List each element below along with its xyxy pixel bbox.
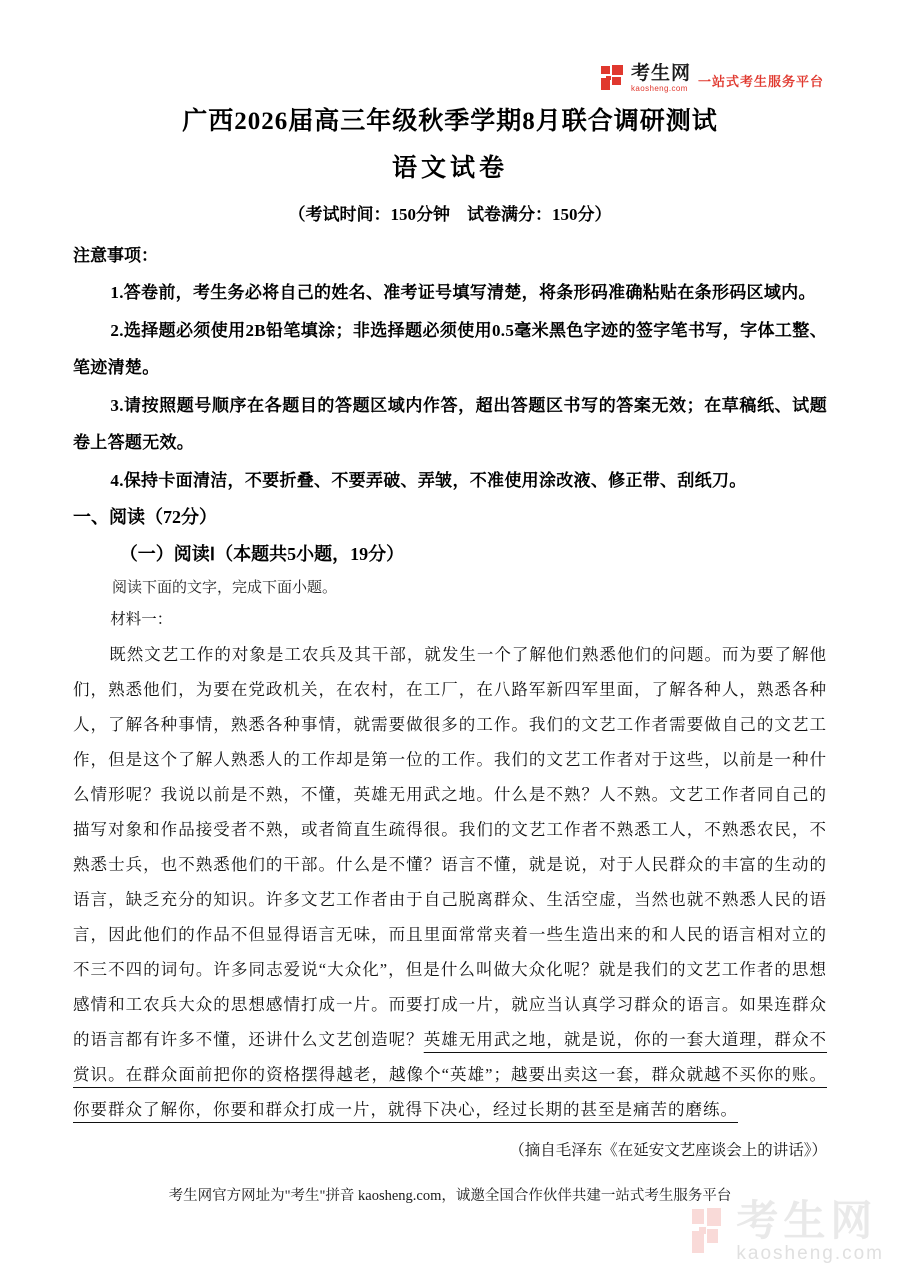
- watermark-name: 考生网: [736, 1197, 878, 1244]
- logo-text-block: [631, 64, 691, 93]
- notice-heading: 注意事项：: [73, 246, 158, 265]
- kaosheng-logo: [601, 64, 824, 93]
- page-title: 广西2026届高三年级秋季学期8月联合调研测试: [182, 108, 718, 135]
- notice-item-1: 1.答卷前，考生务必将自己的姓名、准考证号填写清楚，将条形码准确粘贴在条形码区域内。: [110, 283, 816, 302]
- passage-normal-part: 既然文艺工作的对象是工农兵及其干部，就发生一个了解他们熟悉他们的问题。而为要了解他们，熟悉他们，为要在党政机关，在农村，在工厂，在八路军新四军里面，了解各种人，熟悉各种人，了解各种事情，熟悉各种事情，就需要做很多的工作。我们的文艺工作者需要做自己的文艺工作，但是这个了解人熟悉人的工作却是第一位的工作。我们的文艺工作者对于这些，以前是一种什么情形呢？我说以前是不熟，不懂，英雄无用武之地。什么是不熟？人不熟。文艺工作者同自己的描写对象和作品接受者不熟，或者简直生疏得很。我们的文艺工作者不熟悉工人，不熟悉农民，不熟悉士兵，也不熟悉他们的干部。什么是不懂？语言不懂，就是说，对于人民群众的丰富的生动的语言，缺乏充分的知识。许多文艺工作者由于自己脱离群众、生活空虚，当然也就不熟悉人民的语言，因此他们的作品不但显得语言无味，而且里面常常夹着一些生造出来的和人民的语言相对立的不三不四的词句。许多同志爱说“大众化”，但是什么叫做大众化呢？就是我们的文艺工作者的思想感情和工农兵大众的思想感情打成一片。而要打成一片，就应当认真学习群众的语言。如果连群众的语言都有许多不懂，还讲什么文艺创造呢？: [73, 645, 827, 1049]
- exam-info-line: （考试时间：150分钟 试卷满分：150分）: [288, 205, 612, 224]
- reading-instruction: 阅读下面的文字，完成下面小题。: [112, 580, 338, 596]
- kaosheng-logo-icon: [601, 65, 626, 92]
- watermark-domain: kaosheng.com: [736, 1243, 884, 1264]
- source-attribution: （摘自毛泽东《在延安文艺座谈会上的讲话》）: [509, 1142, 827, 1159]
- logo-domain: kaosheng.com: [630, 84, 688, 93]
- watermark-text-block: [736, 1197, 884, 1264]
- notice-item-3: 3.请按照题号顺序在各题目的答题区域内作答，超出答题区书写的答案无效；在草稿纸、试题卷上答题无效。: [73, 395, 827, 452]
- logo-tagline: 一站式考生服务平台: [697, 74, 824, 89]
- passage-underlined-part: 英雄无用武之地，就是说，你的一套大道理，群众不赏识。在群众面前把你的资格摆得越老，越像个“英雄”；越要出卖这一套，群众就越不买你的账。你要群众了解你，你要和群众打成一片，就得下决心，经过长期的甚至是痛苦的磨练。: [73, 1030, 828, 1119]
- watermark-logo-icon: [692, 1208, 724, 1256]
- section-heading-reading: 一、阅读（72分）: [73, 507, 217, 527]
- notice-item-4: 4.保持卡面清洁，不要折叠、不要弄破、弄皱，不准使用涂改液、修正带、刮纸刀。: [110, 470, 747, 490]
- passage-text: [73, 637, 827, 1127]
- logo-name: 考生网: [630, 63, 691, 84]
- subsection-heading-reading-1: （一）阅读Ⅰ（本题共5小题，19分）: [119, 544, 405, 564]
- watermark-logo: [692, 1197, 884, 1264]
- material-one-label: 材料一：: [110, 611, 173, 628]
- notice-item-2: 2.选择题必须使用2B铅笔填涂；非选择题必须使用0.5毫米黑色字迹的签字笔书写，字体工整、笔迹清楚。: [73, 320, 827, 377]
- paper-subject-title: 语文试卷: [391, 154, 508, 182]
- footer-promo-text: 考生网官方网址为"考生"拼音 kaosheng.com，诚邀全国合作伙伴共建一站式考生服务平台: [168, 1188, 732, 1204]
